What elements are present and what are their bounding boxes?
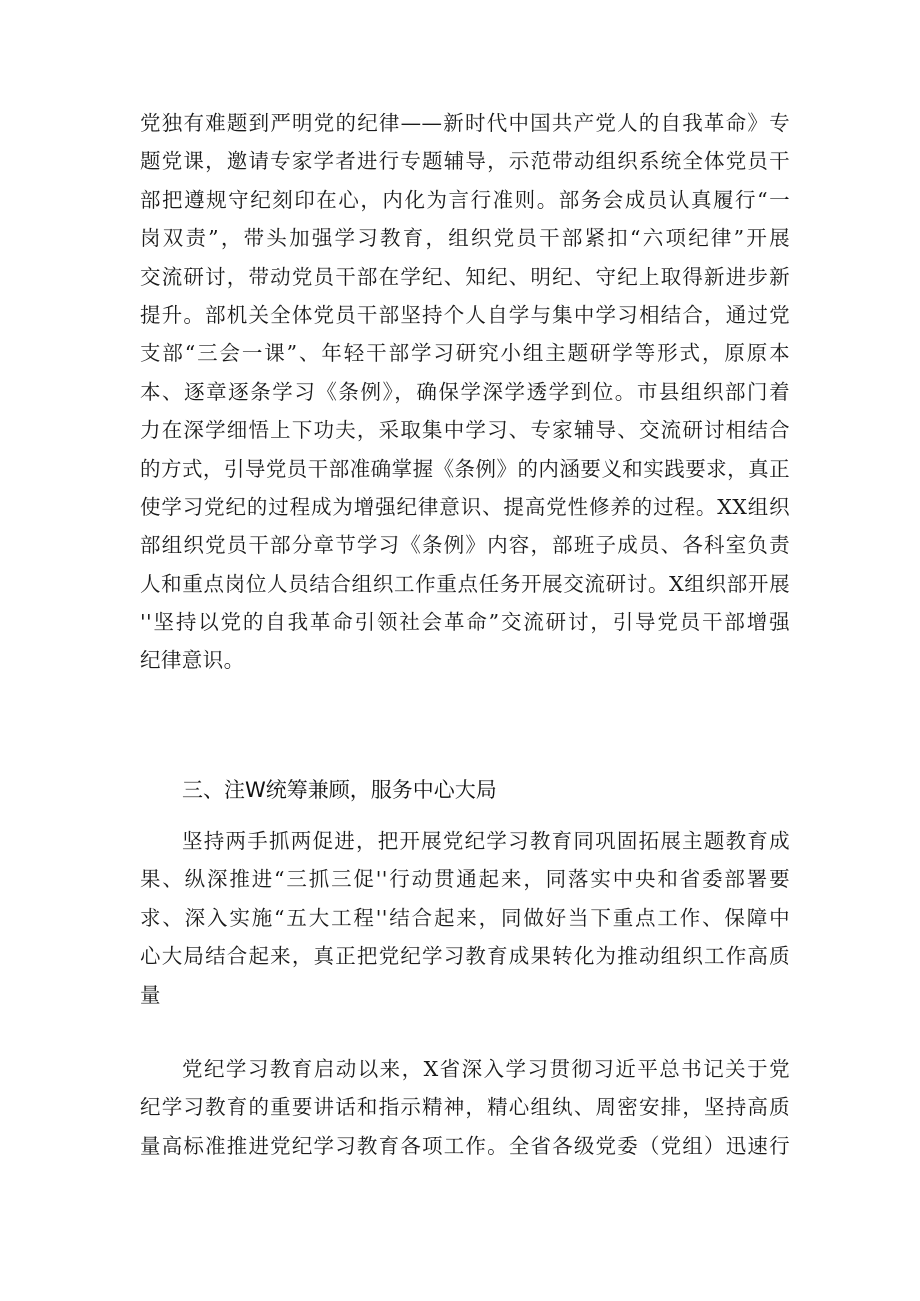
paragraph-line: 坚持两手抓两促进，把开展党纪学习教育同巩固拓展主题教育成 xyxy=(182,829,790,853)
paragraph-line: 使学习党纪的过程成为增强纪律意识、提高党性修养的过程。XX组织 xyxy=(140,494,790,519)
paragraph-line: 提升。部机关全体党员干部坚持个人自学与集中学习相结合，通过党 xyxy=(140,302,790,327)
paragraph-line: 果、纵深推进“三抓三促''行动贯通起来，同落实中央和省委部署要 xyxy=(140,867,790,892)
paragraph-line: 支部“三会一课”、年轻干部学习研究小组主题研学等形式，原原本 xyxy=(140,341,790,366)
paragraph-line: 部把遵规守纪刻印在心，内化为言行准则。部务会成员认真履行“一 xyxy=(140,187,790,212)
paragraph-2 xyxy=(140,822,790,1014)
paragraph-line: 量 xyxy=(140,982,161,1007)
paragraph-line: 本、逐章逐条学习《条例》，确保学深学透学到位。市县组织部门着 xyxy=(140,379,790,404)
paragraph-line: 量高标准推进党纪学习教育各项工作。全省各级党委（党组）迅速行 xyxy=(140,1133,790,1158)
paragraph-line: 岗双责”，带头加强学习教育，组织党员干部紧扣“六项纪律”开展 xyxy=(140,226,790,251)
paragraph-line: 力在深学细悟上下功夫，采取集中学习、专家辅导、交流研讨相结合 xyxy=(140,418,790,443)
paragraph-line: 求、深入实施“五大工程''结合起来，同做好当下重点工作、保障中 xyxy=(140,905,790,930)
paragraph-line: 纪学习教育的重要讲话和指示精神，精心组纨、周密安排，坚持高质 xyxy=(140,1095,790,1120)
paragraph-line: 的方式，引导党员干部准确掌握《条例》的内涵要义和实践要求，真正 xyxy=(140,456,790,481)
paragraph-line: 题党课，邀请专家学者进行专题辅导，示范带动组织系统全体党员干 xyxy=(140,149,790,174)
paragraph-line: 交流研讨，带动党员干部在学纪、知纪、明纪、守纪上取得新进步新 xyxy=(140,264,790,289)
paragraph-line: 党纪学习教育启动以来，X省深入学习贯彻习近平总书记关于党 xyxy=(182,1057,790,1081)
paragraph-line: 纪律意识。 xyxy=(140,648,245,673)
paragraph-1 xyxy=(140,104,790,680)
paragraph-line: 党独有难题到严明党的纪律——新时代中国共产党人的自我革命》专 xyxy=(140,111,790,135)
paragraph-line: 部组织党员干部分章节学习《条例》内容，部班子成员、各科室负责 xyxy=(140,533,790,558)
paragraph-line: 心大局结合起来，真正把党纪学习教育成果转化为推动组织工作高质 xyxy=(140,944,790,969)
paragraph-line: 人和重点岗位人员结合组织工作重点任务开展交流研讨。X组织部开展 xyxy=(140,571,790,596)
section-heading: 三、注W统筹兼顾，服务中心大局 xyxy=(182,778,497,802)
paragraph-3 xyxy=(140,1050,790,1165)
paragraph-line: ''坚持以党的自我革命引领社会革命”交流研讨，引导党员干部增强 xyxy=(140,610,790,635)
